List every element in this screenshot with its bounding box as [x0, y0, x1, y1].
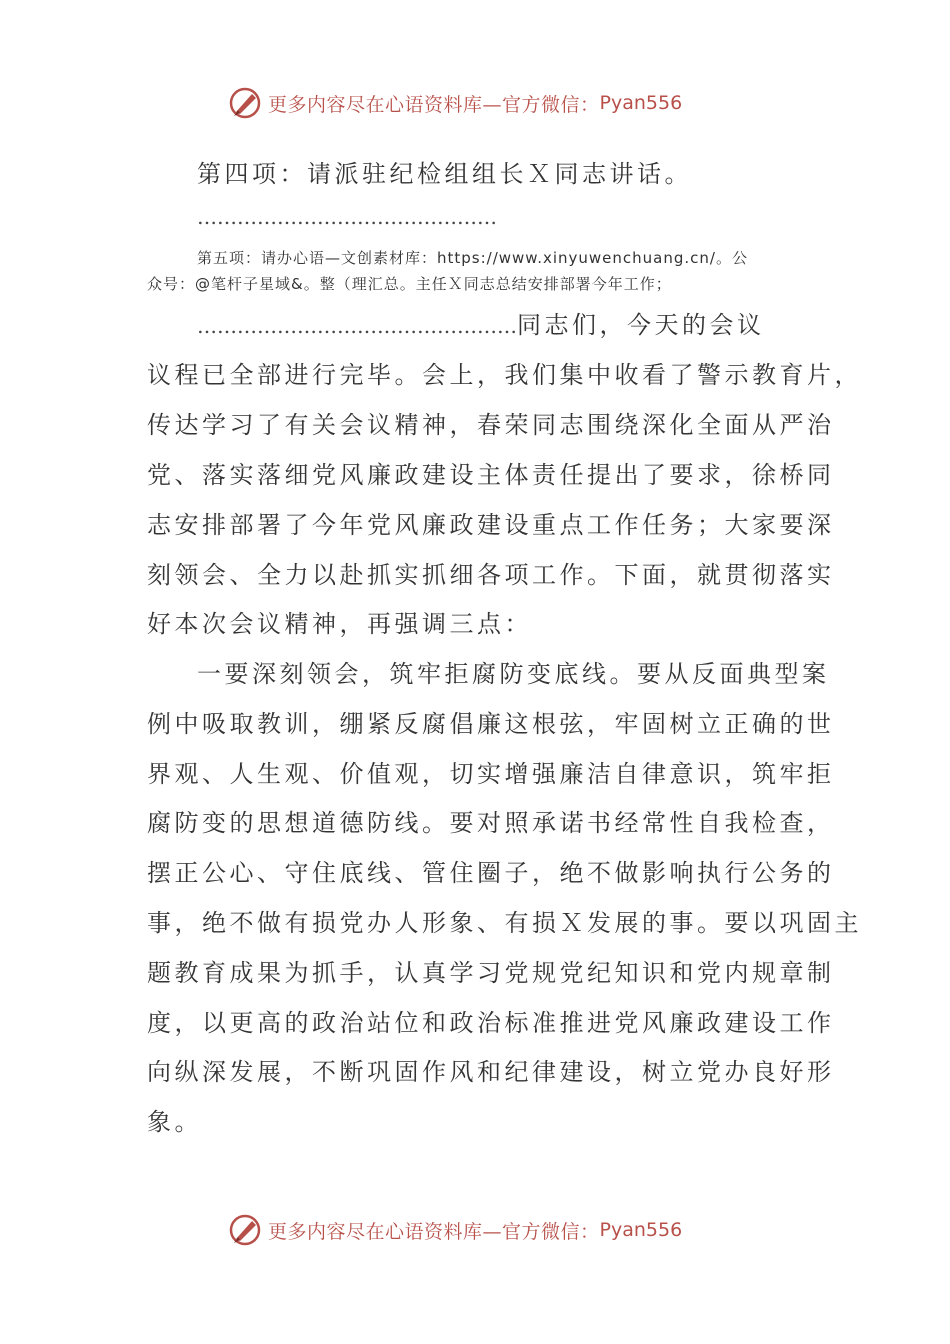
paragraph-1-line-1 — [197, 305, 867, 340]
paragraph-2-line: 腐防变的思想道德防线。要对照承诺书经常性自我检查， — [147, 809, 835, 837]
item-4: 第四项：请派驻纪检组组长Ｘ同志讲话。 — [197, 160, 692, 188]
banner-wechat: Pyan556 — [599, 1219, 683, 1241]
header-banner — [228, 83, 748, 123]
paragraph-2-line: 摆正公心、守住底线、管住圈子，绝不做影响执行公务的 — [147, 859, 835, 887]
banner-wechat: Pyan556 — [599, 92, 683, 114]
paragraph-2-line: 界观、人生观、价值观，切实增强廉洁自律意识，筑牢拒 — [147, 760, 835, 788]
paragraph-1-lead: 同志们，今天的会议 — [517, 311, 765, 339]
paragraph-1-line: 传达学习了有关会议精神，春荣同志围绕深化全面从严治 — [147, 411, 835, 439]
ellipsis-2: ………………………………………… — [197, 314, 517, 338]
item-5-line-2: 众号：@笔杆子星域&。整（理汇总。主任Ｘ同志总结安排部署今年工作； — [147, 275, 672, 293]
banner-title: 更多内容尽在心语资料库—官方微信： — [268, 1220, 600, 1243]
paragraph-1-line: 党、落实落细党风廉政建设主体责任提出了要求，徐桥同 — [147, 461, 835, 489]
paragraph-1-line: 议程已全部进行完毕。会上，我们集中收看了警示教育片， — [147, 361, 862, 389]
paragraph-2-line: 一要深刻领会，筑牢拒腐防变底线。要从反面典型案 — [197, 660, 830, 688]
footer-banner — [228, 1210, 748, 1250]
banner-title: 更多内容尽在心语资料库—官方微信： — [268, 93, 600, 116]
pen-logo-icon — [228, 1213, 262, 1247]
item-5-line-1: 第五项：请办心语—文创素材库：https://www.xinyuwenchuang.cn/。公 — [197, 249, 748, 267]
paragraph-1-line: 刻领会、全力以赴抓实抓细各项工作。下面，就贯彻落实 — [147, 561, 835, 589]
paragraph-1-line: 志安排部署了今年党风廉政建设重点工作任务；大家要深 — [147, 511, 835, 539]
paragraph-2-line: 向纵深发展，不断巩固作风和纪律建设，树立党办良好形 — [147, 1058, 835, 1086]
paragraph-2-line: 题教育成果为抓手，认真学习党规党纪知识和党内规章制 — [147, 959, 835, 987]
paragraph-2-line: 象。 — [147, 1108, 202, 1136]
paragraph-2-line: 例中吸取教训，绷紧反腐倡廉这根弦，牢固树立正确的世 — [147, 710, 835, 738]
paragraph-2-line: 事，绝不做有损党办人形象、有损Ｘ发展的事。要以巩固主 — [147, 909, 862, 937]
ellipsis-1: ……………………………………… — [197, 205, 497, 229]
paragraph-1-line: 好本次会议精神，再强调三点： — [147, 610, 532, 638]
pen-logo-icon — [228, 86, 262, 120]
paragraph-2-line: 度，以更高的政治站位和政治标准推进党风廉政建设工作 — [147, 1009, 835, 1037]
